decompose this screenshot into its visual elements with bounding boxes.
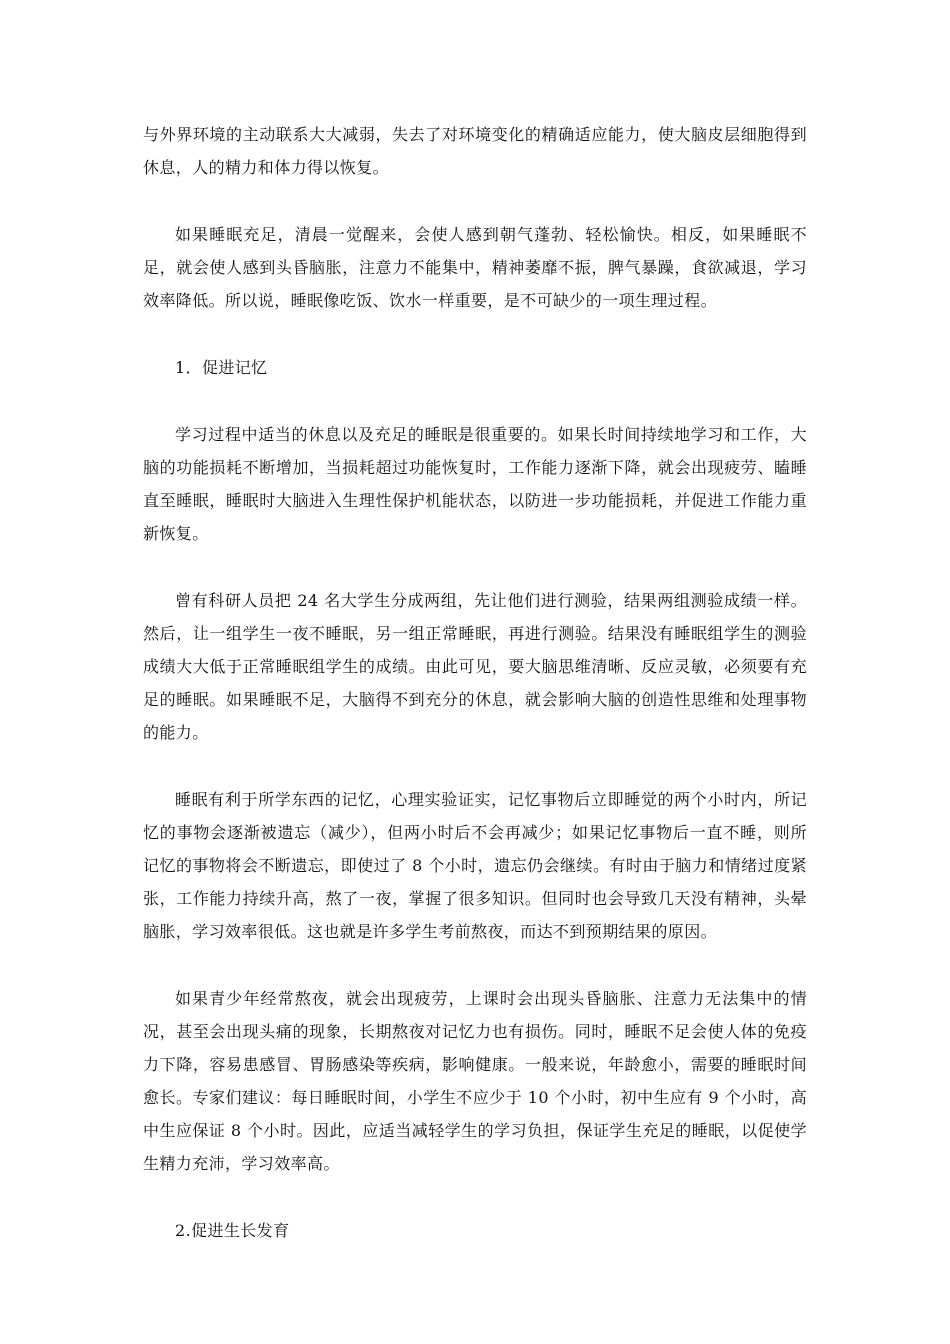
- paragraph-rest-and-work: 学习过程中适当的休息以及充足的睡眠是很重要的。如果长时间持续地学习和工作，大脑的功能损耗不断增加，当损耗超过功能恢复时，工作能力逐渐下降，就会出现疲劳、瞌睡直至睡眠，睡眠时大脑进入生理性保护机能状态，以防进一步功能损耗，并促进工作能力重新恢复。: [143, 425, 807, 543]
- section-heading-memory: 1．促进记忆: [175, 358, 268, 377]
- section-heading-growth: 2.促进生长发育: [175, 1221, 290, 1240]
- document-body: [143, 118, 807, 1281]
- paragraph-experiment: 曾有科研人员把 24 名大学生分成两组，先让他们进行测验，结果两组测验成绩一样。然后，让一组学生一夜不睡眠，另一组正常睡眠，再进行测验。结果没有睡眠组学生的测验成绩大大低于正常睡眠组学生的成绩。由此可见，要大脑思维清晰、反应灵敏，必须要有充足的睡眠。如果睡眠不足，大脑得不到充分的休息，就会影响大脑的创造性思维和处理事物的能力。: [143, 591, 807, 742]
- paragraph-teen-sleep: 如果青少年经常熬夜，就会出现疲劳，上课时会出现头昏脑胀、注意力无法集中的情况，甚至会出现头痛的现象，长期熬夜对记忆力也有损伤。同时，睡眠不足会使人体的免疫力下降，容易患感冒、胃肠感染等疾病，影响健康。一般来说，年龄愈小，需要的睡眠时间愈长。专家们建议：每日睡眠时间，小学生不应少于 10 个小时，初中生应有 9 个小时，高中生应保证 8 个小时。因此，应适当减轻学生的学习负担，保证学生充足的睡眠，以促使学生精力充沛，学习效率高。: [143, 989, 807, 1173]
- paragraph-sleep-importance: 如果睡眠充足，清晨一觉醒来，会使人感到朝气蓬勃、轻松愉快。相反，如果睡眠不足，就会使人感到头昏脑胀，注意力不能集中，精神萎靡不振，脾气暴躁，食欲减退，学习效率降低。所以说，睡眠像吃饭、饮水一样重要，是不可缺少的一项生理过程。: [143, 225, 807, 310]
- paragraph-continuation: 与外界环境的主动联系大大减弱，失去了对环境变化的精确适应能力，使大脑皮层细胞得到休息，人的精力和体力得以恢复。: [143, 125, 807, 177]
- paragraph-memory-retention: 睡眠有利于所学东西的记忆，心理实验证实，记忆事物后立即睡觉的两个小时内，所记忆的事物会逐渐被遗忘（减少），但两小时后不会再减少；如果记忆事物后一直不睡，则所记忆的事物将会不断遗忘，即使过了 8 个小时，遗忘仍会继续。有时由于脑力和情绪过度紧张，工作能力持续升高，熬了一夜，掌握了很多知识。但同时也会导致几天没有精神，头晕脑胀，学习效率很低。这也就是许多学生考前熬夜，而达不到预期结果的原因。: [143, 790, 807, 941]
